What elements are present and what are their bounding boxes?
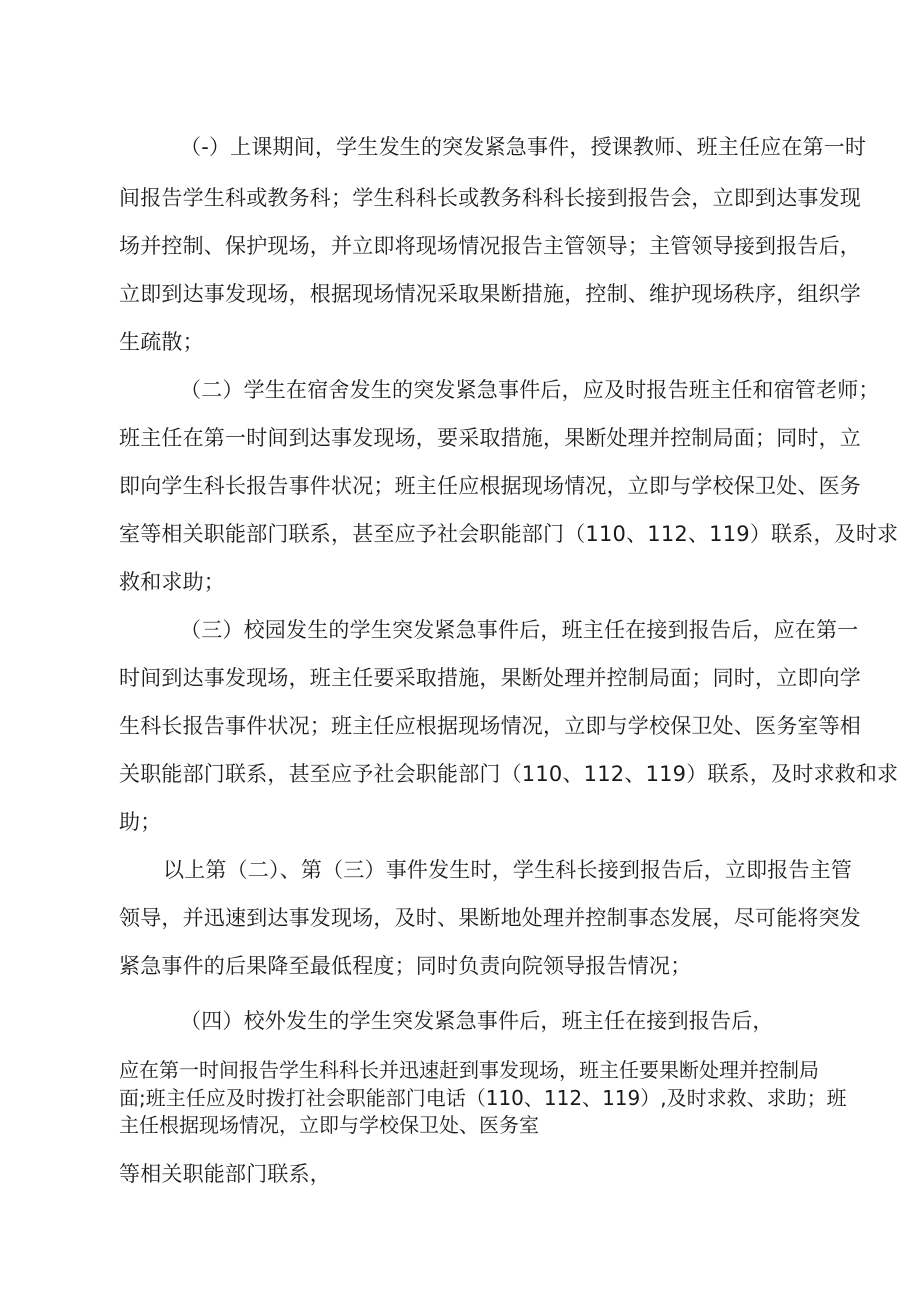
paragraph-3-line-1: （三）校园发生的学生突发紧急事件后，班主任在接到报告后，应在第一 [180, 618, 859, 642]
paragraph-2-line-1: （二）学生在宿舍发生的突发紧急事件后，应及时报告班主任和宿管老师； [180, 378, 880, 402]
paragraph-2-line-2: 班主任在第一时间到达事发现场，要采取措施，果断处理并控制局面；同时，立 [119, 426, 861, 450]
paragraph-2-line-5: 救和求助； [119, 570, 225, 594]
paragraph-3-line-3: 生科长报告事件状况；班主任应根据现场情况，立即与学校保卫处、医务室等相 [119, 714, 861, 738]
paragraph-2-line-3: 即向学生科长报告事件状况；班主任应根据现场情况，立即与学校保卫处、医务 [119, 474, 861, 498]
paragraph-5-line-4: 主任根据现场情况，立即与学校保卫处、医务室 [119, 1113, 539, 1137]
paragraph-5-line-1: （四）校外发生的学生突发紧急事件后，班主任在接到报告后， [180, 1009, 774, 1033]
paragraph-6-line-1: 等相关职能部门联系， [119, 1162, 331, 1186]
paragraph-1-line-3: 场并控制、保护现场，并立即将现场情况报告主管领导；主管领导接到报告后， [119, 234, 861, 258]
paragraph-4-line-2: 领导，并迅速到达事发现场，及时、果断地处理并控制事态发展，尽可能将突发 [119, 906, 861, 930]
paragraph-3-line-2: 时间到达事发现场，班主任要采取措施，果断处理并控制局面；同时，立即向学 [119, 666, 861, 690]
paragraph-5-line-3: 面;班主任应及时拨打社会职能部门电话（110、112、119）,及时求救、求助；班 [119, 1086, 847, 1110]
paragraph-3-line-4: 关职能部门联系，甚至应予社会职能部门（110、112、119）联系，及时求救和求 [119, 762, 899, 786]
paragraph-1-line-5: 生疏散； [119, 330, 204, 354]
paragraph-3-line-5: 助； [119, 810, 162, 834]
paragraph-1-line-1: （-）上课期间，学生发生的突发紧急事件，授课教师、班主任应在第一时 [180, 135, 867, 159]
paragraph-4-line-1: 以上第（二）、第（三）事件发生时，学生科长接到报告后，立即报告主管 [163, 858, 853, 882]
paragraph-2-line-4: 室等相关职能部门联系，甚至应予社会职能部门（110、112、119）联系，及时求 [119, 522, 899, 546]
paragraph-4-line-3: 紧急事件的后果降至最低程度；同时负责向院领导报告情况； [119, 954, 692, 978]
paragraph-1-line-4: 立即到达事发现场，根据现场情况采取果断措施，控制、维护现场秩序，组织学 [119, 282, 861, 306]
paragraph-1-line-2: 间报告学生科或教务科；学生科科长或教务科科长接到报告会，立即到达事发现 [119, 186, 861, 210]
paragraph-5-line-2: 应在第一时间报告学生科科长并迅速赶到事发现场，班主任要果断处理并控制局 [119, 1058, 819, 1082]
